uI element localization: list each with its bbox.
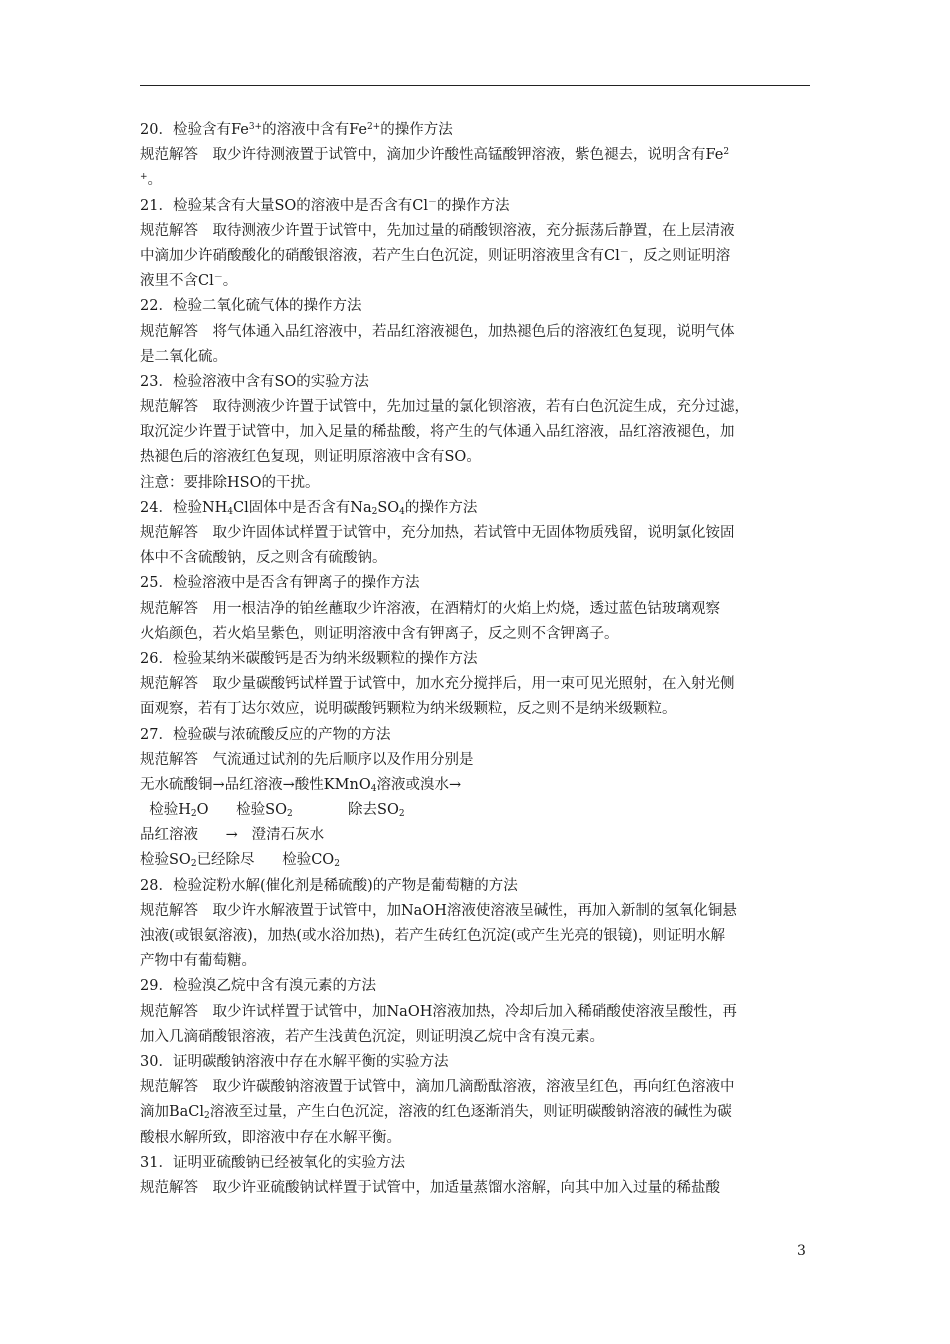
text-line [140, 571, 812, 596]
text-line [140, 244, 812, 269]
text-line [140, 445, 812, 470]
text-run: 规范解答 用一根洁净的铂丝蘸取少许溶液，在酒精灯的火焰上灼烧，透过蓝色钴玻璃观察 [140, 600, 720, 617]
text-line [140, 370, 812, 395]
text-run: O 检验SO [196, 802, 287, 819]
text-run: SO [377, 499, 400, 516]
text-line [140, 773, 812, 798]
text-line [140, 219, 812, 244]
text-run: Cl固体中是否含有Na [233, 499, 372, 516]
text-line [140, 723, 812, 748]
text-run: 溶液或溴水→ [376, 776, 462, 793]
text-run: 规范解答 取少许水解液置于试管中，加NaOH溶液使溶液呈碱性，再加入新制的氢氧化铜悬 [140, 902, 737, 919]
text-run: 28．检验淀粉水解(催化剂是稀硫酸)的产物是葡萄糖的方法 [140, 877, 518, 894]
text-run: 的操作方法 [380, 122, 453, 138]
text-line [140, 521, 812, 546]
text-run: 无水硫酸铜→品红溶液→酸性KMnO [140, 776, 371, 793]
text-run: 。 [222, 273, 238, 290]
text-run: 热褪色后的溶液红色复现，则证明原溶液中含有SO。 [140, 449, 481, 466]
superscript: 2+ [366, 122, 381, 132]
text-run: 规范解答 取少许待测液置于试管中，滴加少许酸性高锰酸钾溶液，紫色褪去，说明含有Fe [140, 147, 724, 164]
text-run: 22．检验二氧化硫气体的操作方法 [140, 298, 362, 315]
text-line [140, 949, 812, 974]
text-line [140, 345, 812, 370]
text-line [140, 546, 812, 571]
superscript: － [428, 197, 438, 208]
text-run: 滴加BaCl [140, 1104, 205, 1121]
subscript: 2 [190, 809, 197, 820]
text-run: 溶液至过量，产生白色沉淀，溶液的红色逐渐消失，则证明碳酸钠溶液的碱性为碳 [209, 1104, 732, 1121]
subscript: 4 [370, 783, 377, 794]
text-run: 的溶液中含有Fe [262, 122, 367, 138]
text-line [140, 1100, 812, 1125]
text-line [140, 168, 812, 193]
subscript: 2 [204, 1111, 210, 1122]
text-run: 29．检验溴乙烷中含有溴元素的方法 [140, 978, 376, 995]
text-line [140, 1176, 812, 1201]
text-line [140, 848, 812, 873]
text-line [140, 118, 812, 143]
subscript: 2 [334, 859, 340, 870]
superscript: 2 [723, 147, 730, 158]
text-line [140, 143, 812, 168]
text-line [140, 1025, 812, 1050]
text-line [140, 748, 812, 773]
text-run: 是二氧化硫。 [140, 348, 227, 365]
text-line [140, 798, 812, 823]
subscript: 2 [371, 506, 378, 517]
text-run: 30．证明碳酸钠溶液中存在水解平衡的实验方法 [140, 1053, 449, 1070]
text-run: 已经除尽 检验CO [196, 852, 335, 869]
text-run: 检验SO [140, 852, 191, 869]
text-run: 20．检验含有Fe [140, 122, 249, 138]
text-run: 中滴加少许硝酸酸化的硝酸银溶液，若产生白色沉淀，则证明溶液里含有Cl [140, 247, 620, 264]
text-line [140, 1126, 812, 1151]
text-line [140, 294, 812, 319]
text-line [140, 471, 812, 496]
text-run: 浊液(或银氨溶液)，加热(或水浴加热)，若产生砖红色沉淀(或产生光亮的银镜)，则证明水解 [140, 928, 725, 944]
subscript: 2 [398, 809, 405, 820]
text-run: 23．检验溶液中含有SO的实验方法 [140, 373, 369, 390]
subscript: 2 [190, 859, 197, 870]
text-run: 27．检验碳与浓硫酸反应的产物的方法 [140, 726, 391, 743]
text-run: 规范解答 取少许碳酸钠溶液置于试管中，滴加几滴酚酞溶液，溶液呈红色，再向红色溶液中 [140, 1079, 735, 1096]
text-run: 21．检验某含有大量SO的溶液中是否含有Cl [140, 197, 429, 214]
text-line [140, 1151, 812, 1176]
text-run: 品红溶液 → 澄清石灰水 [140, 827, 325, 844]
text-run: 。 [147, 172, 163, 189]
text-line [140, 974, 812, 999]
text-run: 规范解答 将气体通入品红溶液中，若品红溶液褪色，加热褪色后的溶液红色复现，说明气体 [140, 323, 735, 340]
text-run: 面观察，若有丁达尔效应，说明碳酸钙颗粒为纳米级颗粒，反之则不是纳米级颗粒。 [140, 701, 677, 718]
text-line [140, 320, 812, 345]
subscript: 4 [399, 506, 405, 517]
text-run: 的操作方法 [404, 499, 478, 516]
text-line [140, 874, 812, 899]
text-line [140, 1050, 812, 1075]
superscript: － [619, 247, 629, 258]
text-line [140, 1075, 812, 1100]
text-line [140, 420, 812, 445]
text-run: 酸根水解所致，即溶液中存在水解平衡。 [140, 1129, 401, 1146]
text-line [140, 622, 812, 647]
text-run: 规范解答 气流通过试剂的先后顺序以及作用分别是 [140, 751, 474, 768]
text-line [140, 1000, 812, 1025]
text-line [140, 823, 812, 848]
subscript: 4 [227, 506, 234, 517]
text-run: 的操作方法 [437, 197, 510, 214]
subscript: 2 [286, 809, 293, 820]
page-number: 3 [797, 1243, 806, 1259]
text-run: 25．检验溶液中是否含有钾离子的操作方法 [140, 575, 420, 592]
text-run: 规范解答 取少许固体试样置于试管中，充分加热，若试管中无固体物质残留，说明氯化铵固 [140, 525, 735, 541]
text-run: 注意：要排除HSO的干扰。 [140, 474, 320, 491]
text-run: 检验H [140, 802, 191, 819]
text-line [140, 597, 812, 622]
text-run: 规范解答 取少许试样置于试管中，加NaOH溶液加热，冷却后加入稀硝酸使溶液呈酸性，再 [140, 1003, 737, 1020]
document-body [140, 118, 812, 1201]
text-line [140, 496, 812, 521]
header-rule [140, 85, 810, 86]
superscript: + [140, 172, 148, 183]
text-run: 加入几滴硝酸银溶液，若产生浅黄色沉淀，则证明溴乙烷中含有溴元素。 [140, 1028, 604, 1045]
text-run: 体中不含硫酸钠，反之则含有硫酸钠。 [140, 550, 387, 567]
text-run: 火焰颜色，若火焰呈紫色，则证明溶液中含有钾离子，反之则不含钾离子。 [140, 625, 619, 642]
text-line [140, 899, 812, 924]
superscript: 3+ [248, 122, 263, 132]
text-run: 液里不含Cl [140, 273, 214, 290]
text-line [140, 269, 812, 294]
text-run: 规范解答 取少量碳酸钙试样置于试管中，加水充分搅拌后，用一束可见光照射，在入射光侧 [140, 676, 735, 693]
text-line [140, 672, 812, 697]
text-line [140, 194, 812, 219]
text-run: 31．证明亚硫酸钠已经被氧化的实验方法 [140, 1154, 405, 1171]
text-run: ，反之则证明溶 [628, 247, 731, 264]
text-run: 24．检验NH [140, 499, 228, 516]
text-run: 规范解答 取待测液少许置于试管中，先加过量的硝酸钡溶液，充分振荡后静置，在上层清液 [140, 222, 735, 239]
text-run: 产物中有葡萄糖。 [140, 953, 256, 970]
superscript: － [213, 273, 223, 284]
text-line [140, 395, 812, 420]
text-run: 26．检验某纳米碳酸钙是否为纳米级颗粒的操作方法 [140, 650, 478, 667]
text-run: 除去SO [292, 802, 399, 819]
text-line [140, 924, 812, 949]
text-run: 取沉淀少许置于试管中，加入足量的稀盐酸，将产生的气体通入品红溶液，品红溶液褪色，加 [140, 424, 735, 441]
text-run: 规范解答 取少许亚硫酸钠试样置于试管中，加适量蒸馏水溶解，向其中加入过量的稀盐酸 [140, 1179, 720, 1196]
text-run: 规范解答 取待测液少许置于试管中，先加过量的氯化钡溶液，若有白色沉淀生成，充分过滤， [140, 399, 749, 416]
text-line [140, 647, 812, 672]
text-line [140, 697, 812, 722]
